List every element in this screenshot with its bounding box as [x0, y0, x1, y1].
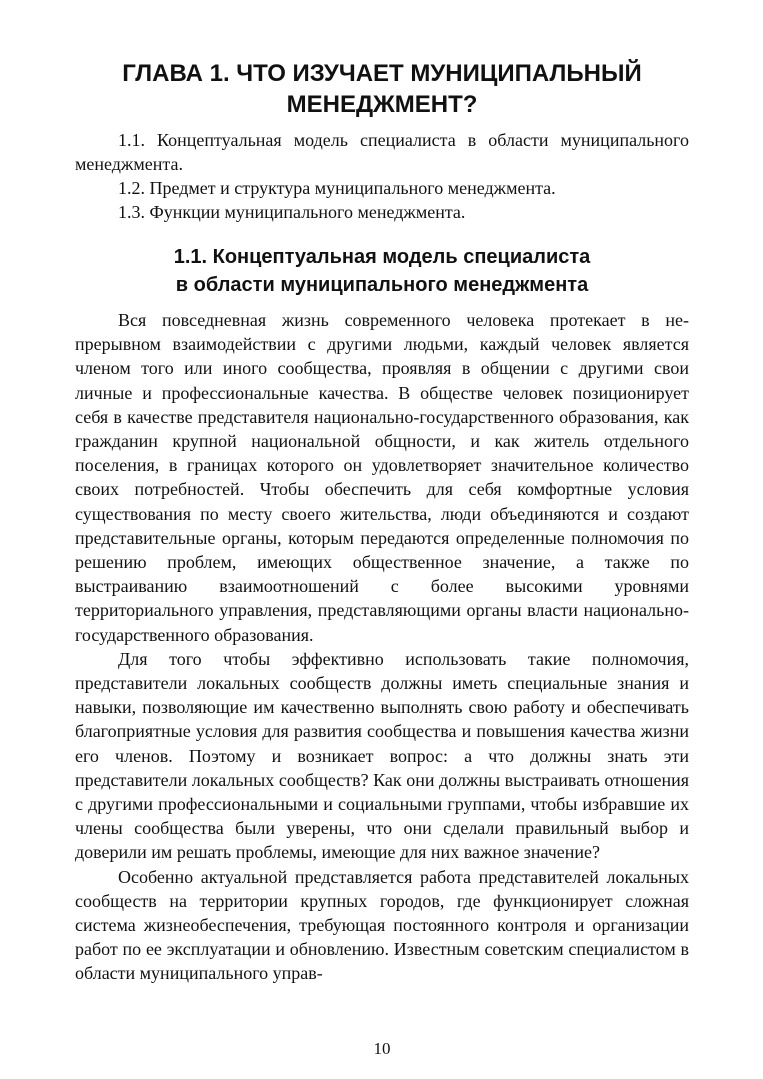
- page-number: 10: [373, 1039, 391, 1058]
- paragraph: Вся повседневная жизнь современного человека протекает в непрерывном взаимодействии с другими людьми, каждый человек является членом того или иного сообщества, проявляя в общении с другими свои личные и профессиональные качества. В обществе человек позиционирует себя в качестве представителя национально-государственного образования, как гражданин крупной национальной общности, и как житель отдельного поселения, в границах которого он удовлетворяет значительное количество своих потребностей. Чтобы обеспечить для себя комфортные условия существования по месту своего жительства, люди объединяются и создают представительные органы, которым передаются определенные полномочия по решению проблем, имеющих общественное значение, а также по выстраиванию взаимоотношений с более высокими уровнями территориального управления, представляющими органы власти национально-государственного образования.: [75, 310, 689, 645]
- section-body: [75, 308, 689, 986]
- toc-item: 1.2. Предмет и структура муниципального менеджмента.: [118, 178, 556, 198]
- chapter-title-line-1: ГЛАВА 1. ЧТО ИЗУЧАЕТ МУНИЦИПАЛЬНЫЙ: [122, 60, 642, 87]
- section-title: [75, 243, 689, 299]
- chapter-title: [75, 58, 689, 120]
- paragraph: Особенно актуальной представляется работа представителей локальных сообществ на территории крупных городов, где функционирует сложная система жизнеобеспечения, требующая постоянного контроля и организации работ по ее эксплуатации и обновлению. Известным советским специалистом в области муниципального управ-: [75, 866, 689, 984]
- section-title-line-1: 1.1. Концептуальная модель специалиста: [173, 246, 591, 268]
- section-title-line-2: в области муниципального менеджмента: [175, 274, 589, 296]
- paragraph: Для того чтобы эффективно использовать такие полномочия, представители локальных сообществ должны иметь специальные знания и навыки, позволяющие им качественно выполнять свою работу и обеспечивать благоприятные условия для развития сообщества и повышения качества жизни его членов. Поэтому и возникает вопрос: а что должны знать эти представители локальных сообществ? Как они должны выстраивать отношения с другими профессиональными и социальными группами, чтобы избравшие их члены сообщества были уверены, что они сделали правильный выбор и доверили им решать проблемы, имеющие для них важное значение?: [75, 648, 689, 863]
- chapter-contents: [75, 128, 689, 224]
- toc-item: 1.1. Концептуальная модель специалиста в области муниципального менеджмента.: [75, 130, 689, 174]
- toc-item: 1.3. Функции муниципального менеджмента.: [118, 202, 466, 222]
- chapter-title-line-2: МЕНЕДЖМЕНТ?: [286, 91, 478, 118]
